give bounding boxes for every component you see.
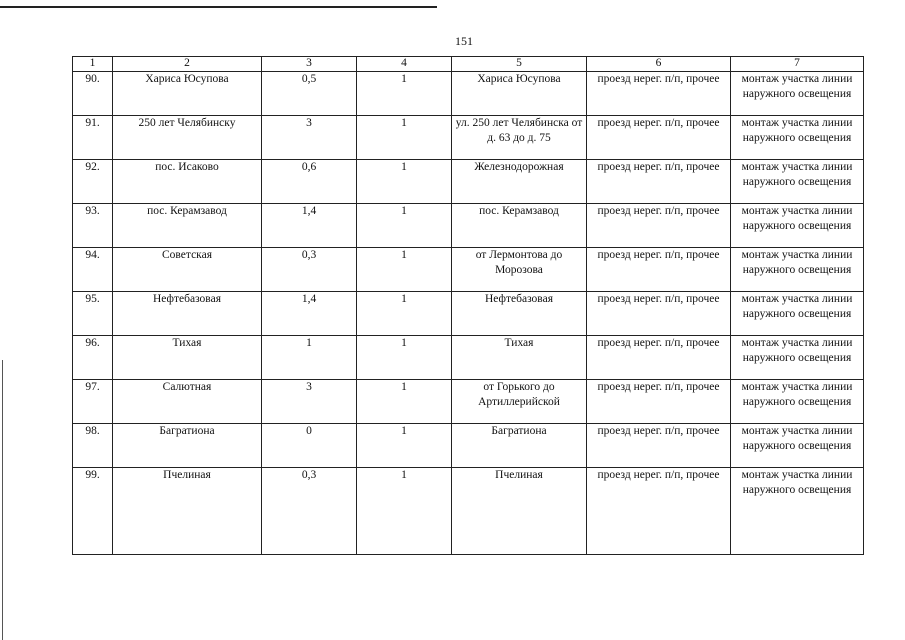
row-number-cell: 97. (73, 380, 113, 424)
column-header-4: 4 (357, 57, 452, 72)
table-body (73, 72, 864, 555)
left-margin-rule (2, 360, 3, 640)
row-number-cell: 93. (73, 204, 113, 248)
quantity-cell: 1 (357, 248, 452, 292)
section-cell: ул. 250 лет Челябинска от д. 63 до д. 75 (452, 116, 587, 160)
column-header-2: 2 (113, 57, 262, 72)
row-number-cell: 90. (73, 72, 113, 116)
column-header-1: 1 (73, 57, 113, 72)
street-name-cell: Тихая (113, 336, 262, 380)
street-name-cell: Хариса Юсупова (113, 72, 262, 116)
work-type-cell: монтаж участка линии наружного освещения (731, 468, 864, 555)
length-cell: 0 (262, 424, 357, 468)
length-cell: 0,6 (262, 160, 357, 204)
length-cell: 3 (262, 380, 357, 424)
quantity-cell: 1 (357, 160, 452, 204)
work-type-cell: монтаж участка линии наружного освещения (731, 204, 864, 248)
column-header-5: 5 (452, 57, 587, 72)
work-type-cell: монтаж участка линии наружного освещения (731, 248, 864, 292)
street-name-cell: пос. Керамзавод (113, 204, 262, 248)
road-category-cell: проезд нерег. п/п, прочее (587, 336, 731, 380)
quantity-cell: 1 (357, 116, 452, 160)
table-row (73, 72, 864, 116)
table-row (73, 292, 864, 336)
lighting-works-table (72, 56, 864, 555)
quantity-cell: 1 (357, 380, 452, 424)
table-header-row (73, 57, 864, 72)
quantity-cell: 1 (357, 204, 452, 248)
row-number-cell: 94. (73, 248, 113, 292)
road-category-cell: проезд нерег. п/п, прочее (587, 380, 731, 424)
row-number-cell: 96. (73, 336, 113, 380)
section-cell: Пчелиная (452, 468, 587, 555)
road-category-cell: проезд нерег. п/п, прочее (587, 248, 731, 292)
section-cell: от Горького до Артиллерийской (452, 380, 587, 424)
section-cell: Багратиона (452, 424, 587, 468)
section-cell: пос. Керамзавод (452, 204, 587, 248)
row-number-cell: 98. (73, 424, 113, 468)
section-cell: Хариса Юсупова (452, 72, 587, 116)
top-rule (0, 6, 437, 8)
work-type-cell: монтаж участка линии наружного освещения (731, 380, 864, 424)
road-category-cell: проезд нерег. п/п, прочее (587, 292, 731, 336)
road-category-cell: проезд нерег. п/п, прочее (587, 116, 731, 160)
column-header-7: 7 (731, 57, 864, 72)
quantity-cell: 1 (357, 292, 452, 336)
row-number-cell: 95. (73, 292, 113, 336)
section-cell: от Лермонтова до Морозова (452, 248, 587, 292)
table-row (73, 380, 864, 424)
work-type-cell: монтаж участка линии наружного освещения (731, 116, 864, 160)
row-number-cell: 99. (73, 468, 113, 555)
length-cell: 1,4 (262, 204, 357, 248)
table-row (73, 336, 864, 380)
street-name-cell: Пчелиная (113, 468, 262, 555)
table-row (73, 116, 864, 160)
road-category-cell: проезд нерег. п/п, прочее (587, 204, 731, 248)
quantity-cell: 1 (357, 468, 452, 555)
column-header-6: 6 (587, 57, 731, 72)
street-name-cell: Нефтебазовая (113, 292, 262, 336)
length-cell: 0,3 (262, 248, 357, 292)
street-name-cell: Багратиона (113, 424, 262, 468)
section-cell: Железнодорожная (452, 160, 587, 204)
road-category-cell: проезд нерег. п/п, прочее (587, 424, 731, 468)
length-cell: 1,4 (262, 292, 357, 336)
table-row (73, 248, 864, 292)
length-cell: 0,3 (262, 468, 357, 555)
length-cell: 0,5 (262, 72, 357, 116)
street-name-cell: Салютная (113, 380, 262, 424)
work-type-cell: монтаж участка линии наружного освещения (731, 424, 864, 468)
road-category-cell: проезд нерег. п/п, прочее (587, 72, 731, 116)
street-name-cell: Советская (113, 248, 262, 292)
street-name-cell: 250 лет Челябинску (113, 116, 262, 160)
work-type-cell: монтаж участка линии наружного освещения (731, 292, 864, 336)
row-number-cell: 92. (73, 160, 113, 204)
quantity-cell: 1 (357, 72, 452, 116)
length-cell: 1 (262, 336, 357, 380)
page-number: 151 (455, 34, 473, 48)
work-type-cell: монтаж участка линии наружного освещения (731, 160, 864, 204)
section-cell: Тихая (452, 336, 587, 380)
table-row (73, 468, 864, 555)
road-category-cell: проезд нерег. п/п, прочее (587, 160, 731, 204)
section-cell: Нефтебазовая (452, 292, 587, 336)
street-name-cell: пос. Исаково (113, 160, 262, 204)
work-type-cell: монтаж участка линии наружного освещения (731, 72, 864, 116)
table-row (73, 160, 864, 204)
table-row (73, 204, 864, 248)
road-category-cell: проезд нерег. п/п, прочее (587, 468, 731, 555)
length-cell: 3 (262, 116, 357, 160)
quantity-cell: 1 (357, 336, 452, 380)
row-number-cell: 91. (73, 116, 113, 160)
work-type-cell: монтаж участка линии наружного освещения (731, 336, 864, 380)
quantity-cell: 1 (357, 424, 452, 468)
table-row (73, 424, 864, 468)
column-header-3: 3 (262, 57, 357, 72)
